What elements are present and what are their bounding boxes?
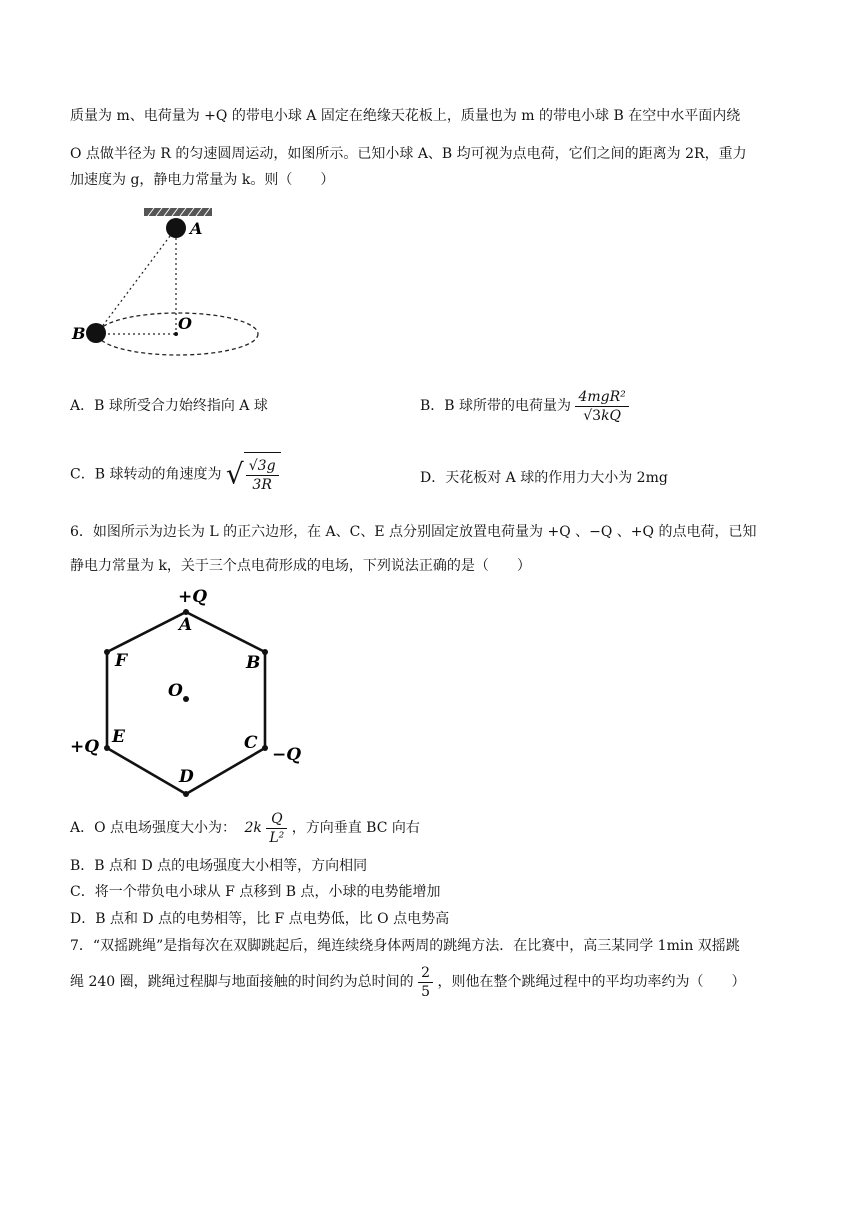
vertex-c xyxy=(262,745,268,751)
q5-option-a: A．B 球所受合力始终指向 A 球 xyxy=(70,398,268,414)
q7-line2-suffix: ，则他在整个跳绳过程中的平均功率约为（ ） xyxy=(437,974,746,990)
label-b: B xyxy=(72,324,86,343)
q7-line2-prefix: 绳 240 圈，跳绳过程脚与地面接触的时间约为总时间的 xyxy=(70,974,414,990)
q5-option-c-radicand xyxy=(244,452,281,497)
q6-option-a-coef: 2k xyxy=(244,820,262,836)
q6-option-a-prefix: A．O 点电场强度大小为： xyxy=(70,820,237,836)
label-e: E xyxy=(112,727,125,747)
kq: kQ xyxy=(601,407,622,424)
ball-b xyxy=(86,323,106,343)
q5-option-b-fraction xyxy=(575,388,628,425)
q7-numerator: 2 xyxy=(421,964,430,981)
label-f: F xyxy=(115,651,128,671)
q6-option-a-numerator: Q xyxy=(271,810,283,827)
label-o: O xyxy=(178,314,192,333)
q6-option-a-denominator: L² xyxy=(266,828,287,847)
charge-a: +Q xyxy=(178,587,208,607)
ceiling-hatch xyxy=(144,208,212,216)
sqrt-3: √3 xyxy=(583,407,602,424)
q6-option-a xyxy=(70,808,420,848)
q5-option-b-denominator xyxy=(575,406,628,425)
q7-denominator: 5 xyxy=(418,982,433,1001)
q5-option-c-numerator: √3g xyxy=(248,457,276,474)
center-o xyxy=(183,696,189,702)
label-o: O xyxy=(168,681,183,701)
q6-figure-hexagon xyxy=(68,582,318,802)
q5-line1: 质量为 m、电荷量为 +Q 的带电小球 A 固定在绝缘天花板上，质量也为 m 的带电小球 B 在空中水平面内绕 xyxy=(70,108,741,124)
q5-line2: O 点做半径为 R 的匀速圆周运动，如图所示。已知小球 A、B 均可视为点电荷，它们之间的距离为 2R，重力 xyxy=(70,146,747,162)
label-c: C xyxy=(244,733,258,753)
q5-option-b-prefix: B．B 球所带的电荷量为 xyxy=(420,398,572,414)
ball-a xyxy=(166,218,186,238)
vertex-d xyxy=(183,791,189,797)
q6-option-b: B．B 点和 D 点的电场强度大小相等，方向相同 xyxy=(70,858,368,874)
q7-line2 xyxy=(70,962,745,1002)
q6-line1: 6．如图所示为边长为 L 的正六边形，在 A、C、E 点分别固定放置电荷量为 +Q 、−Q 、+Q 的点电荷，已知 xyxy=(70,524,757,540)
label-a: A xyxy=(190,219,203,238)
label-b: B xyxy=(246,653,261,673)
label-d: D xyxy=(179,767,194,787)
q6-option-d: D．B 点和 D 点的电势相等，比 F 点电势低，比 O 点电势高 xyxy=(70,911,450,927)
vertex-f xyxy=(104,649,110,655)
q5-option-b xyxy=(420,386,629,426)
q6-option-a-fraction xyxy=(266,810,287,847)
charge-e: +Q xyxy=(70,737,100,757)
q6-line2: 静电力常量为 k，关于三个点电荷形成的电场，下列说法正确的是（ ） xyxy=(70,558,531,574)
q5-option-c-denominator: 3R xyxy=(246,475,279,494)
vertex-b xyxy=(262,649,268,655)
q5-figure-pendulum xyxy=(70,200,270,365)
q5-line3: 加速度为 g，静电力常量为 k。则（ ） xyxy=(70,172,335,188)
q6-option-c: C．将一个带负电小球从 F 点移到 B 点，小球的电势能增加 xyxy=(70,884,441,900)
q6-option-a-suffix: ，方向垂直 BC 向右 xyxy=(291,820,420,836)
label-a: A xyxy=(179,615,193,635)
q5-option-b-numerator: 4mgR² xyxy=(578,388,626,405)
q7-fraction xyxy=(418,964,433,1001)
q5-option-c-prefix: C．B 球转动的角速度为 xyxy=(70,466,222,483)
charge-c: −Q xyxy=(272,745,302,765)
sqrt-sign: √ xyxy=(225,457,244,491)
vertex-e xyxy=(104,745,110,751)
q5-option-d: D．天花板对 A 球的作用力大小为 2mg xyxy=(420,470,668,486)
q5-option-c xyxy=(70,452,281,497)
q7-line1: 7．“双摇跳绳”是指每次在双脚跳起后，绳连续绕身体两周的跳绳方法．在比赛中，高三某同学 1min 双摇跳 xyxy=(70,938,740,954)
